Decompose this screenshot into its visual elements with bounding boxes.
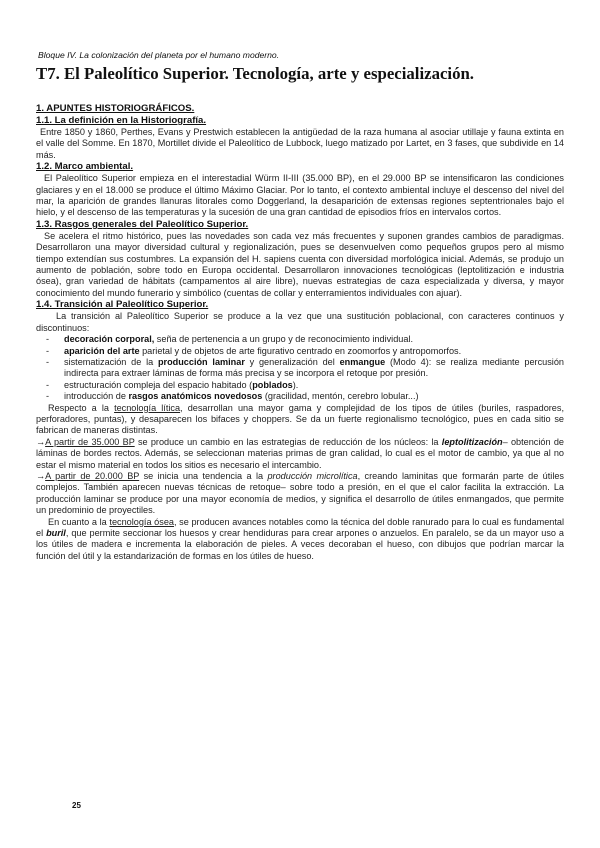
list-item-bold: enmangue xyxy=(339,356,386,367)
section-heading-1-3: 1.3. Rasgos generales del Paleolítico Superior. xyxy=(36,218,249,230)
list-item-bold: producción laminar xyxy=(157,356,245,367)
text-run: se inicia una tendencia a la xyxy=(139,470,268,481)
arrow-icon: → xyxy=(36,470,46,481)
list-item xyxy=(36,357,564,380)
paragraph-tecnologia-osea xyxy=(36,517,564,563)
list-dash: - xyxy=(46,379,50,390)
list-item-bold: decoración corporal, xyxy=(64,334,155,345)
italic-term: producción microlítica xyxy=(267,470,358,481)
text-run: , se producen avances notables como la técnica del doble ranurado para lo cual es fundamental el xyxy=(36,516,564,538)
list-item-text: seña de pertenencia a un grupo y de reconocimiento individual. xyxy=(154,334,413,345)
bold-italic-term: buril xyxy=(46,528,66,538)
underlined-term: tecnología ósea xyxy=(109,516,174,527)
text-run: , desarrollan una mayor gama y complejidad de los tipos de útiles (buriles, raspadores, perforadores, puntas), y desaparecen los bifaces y choppers. Se da un fuerte regionalismo tecnológico, pues en cada sitio se fabrican de maneras distintas. xyxy=(36,402,564,436)
paragraph-transicion-intro: La transición al Paleolítico Superior se produce a la vez que una sustitución poblacional, con caracteres continuos y discontinuos: xyxy=(36,311,564,333)
section-heading-1-1: 1.1. La definición en la Historiografía. xyxy=(36,115,207,126)
underlined-date: A partir de 20.000 BP xyxy=(45,470,140,481)
section-heading-1-4: 1.4. Transición al Paleolítico Superior. xyxy=(36,299,209,311)
list-item-text: parietal y de objetos de arte figurativo centrado en zoomorfos y antropomorfos. xyxy=(139,345,462,356)
underlined-term: tecnología lítica xyxy=(114,402,181,413)
characteristics-list xyxy=(36,334,564,402)
list-dash: - xyxy=(46,356,50,367)
list-item-text: estructuración compleja del espacio habitado ( xyxy=(64,379,253,390)
page-title: T7. El Paleolítico Superior. Tecnología, arte y especialización. xyxy=(36,64,474,83)
bold-italic-term: leptolitización xyxy=(441,436,503,447)
paragraph-rasgos-generales: Se acelera el ritmo histórico, pues las novedades son cada vez más frecuentes y suponen grandes cambios de paradigmas. Desarrollaron una mayor diversidad cultural y regionalización, pues se desenvuelven como pequeños grupos pero al mismo tiempo extendían sus costumbres. La expansión del H. sapiens cuenta con diversidad morfológica inicial. Además, se produjo un aumento de población, sobre todo en Europa occidental. Desarrollaron innovaciones tecnológicas (leptolitización e industria ósea), gran variedad de hábitats (campamentos al aire libre), nuevas estrategias de caza especializada y diversa, y mayor conocimiento del mundo funerario y simbólico (cuentas de collar y enterramientos individuales con ajuar). xyxy=(36,230,564,298)
list-item-bold: rasgos anatómicos novedosos xyxy=(128,391,263,402)
page-number: 25 xyxy=(72,801,81,810)
paragraph-historiografia: Entre 1850 y 1860, Perthes, Evans y Prestwich establecen la antigüedad de la raza humana al asociar utillaje y fauna extinta en el valle del Somme. En 1870, Mortillet divide el Paleolítico de Lubbock, luego matizado por Lartet, en 3 fases, que subdivide en 14 más. xyxy=(36,127,564,160)
section-heading-1: 1. APUNTES HISTORIOGRÁFICOS. xyxy=(36,103,195,114)
paragraph-20000-bp xyxy=(36,471,564,517)
section-heading-1-2: 1.2. Marco ambiental. xyxy=(36,161,134,173)
block-label: Bloque IV. La colonización del planeta por el humano moderno. xyxy=(38,50,280,60)
list-item xyxy=(36,346,564,357)
text-run: se produce un cambio en las estrategias de reducción de los núcleos: la xyxy=(134,436,442,447)
text-run: Respecto a la xyxy=(48,402,115,413)
list-item-bold: aparición del arte xyxy=(64,345,140,356)
list-item-text: ). xyxy=(292,379,299,390)
paragraph-tecnologia-litica xyxy=(36,403,564,437)
arrow-icon: → xyxy=(36,436,46,447)
list-item-text: (gracilidad, mentón, cerebro lobular...) xyxy=(262,391,419,402)
list-dash: - xyxy=(46,391,50,402)
paragraph-marco-ambiental: El Paleolítico Superior empieza en el interestadial Würm II-III (35.000 BP), en el 29.000 BP se intensificaron las condiciones glaciares y en el 18.000 se produce el último Máximo Glaciar. Por lo tanto, el contexto ambiental incluye el descenso del nivel del mar, la aparición de grandes llanuras litorales como Doggerland, la desaparición de extensas regiones septentrionales bajo el hielo, y el descenso de las temperaturas y la sucesión de una gran cantidad de episodios fríos en intervalos cortos. xyxy=(36,173,564,218)
list-item-text: y generalización del xyxy=(244,356,340,367)
text-run: – obtención de láminas de bordes rectos. Además, se seleccionan materias primas de gran calidad, lo cual es el motor de cambio, ya que al no estar el mismo material en todos los sitios es necesario el intercambio. xyxy=(36,436,564,470)
list-dash: - xyxy=(46,334,50,345)
text-run: , creando laminitas que formarán parte de útiles complejos. También aparecen nuevas técnicas de retoque– sobre todo a presión, en el que el calor facilita la extracción. La producción laminar se produce por una mayor economía de medios, y significa el desarrollo de útiles enmangados, que permite un predominio de proyectiles. xyxy=(36,470,564,516)
text-run: En cuanto a la xyxy=(48,516,110,527)
list-dash: - xyxy=(46,345,50,356)
list-item xyxy=(36,334,564,345)
text-run: , que permite seccionar los huesos y crear hendiduras para crear arpones o anzuelos. En paralelo, se da un mayor uso a los útiles de madera e incrementa la elaboración de pieles. A veces decoraban el hueso, con dibujos que podrían marcar la función del útil y la estandarización de formas en los útiles de hueso. xyxy=(36,528,565,561)
list-item-text: sistematización de la xyxy=(64,356,158,367)
list-item-text: introducción de xyxy=(64,391,129,402)
underlined-date: A partir de 35.000 BP xyxy=(45,436,135,447)
list-item xyxy=(36,391,564,402)
list-item-text: (Modo 4): se realiza mediante percusión indirecta para extraer láminas de forma más precisa y se incorpora el retoque por presión. xyxy=(64,356,564,379)
list-item xyxy=(36,380,564,391)
document-body xyxy=(36,103,564,562)
list-item-bold: poblados xyxy=(252,379,293,390)
paragraph-35000-bp xyxy=(36,437,564,471)
